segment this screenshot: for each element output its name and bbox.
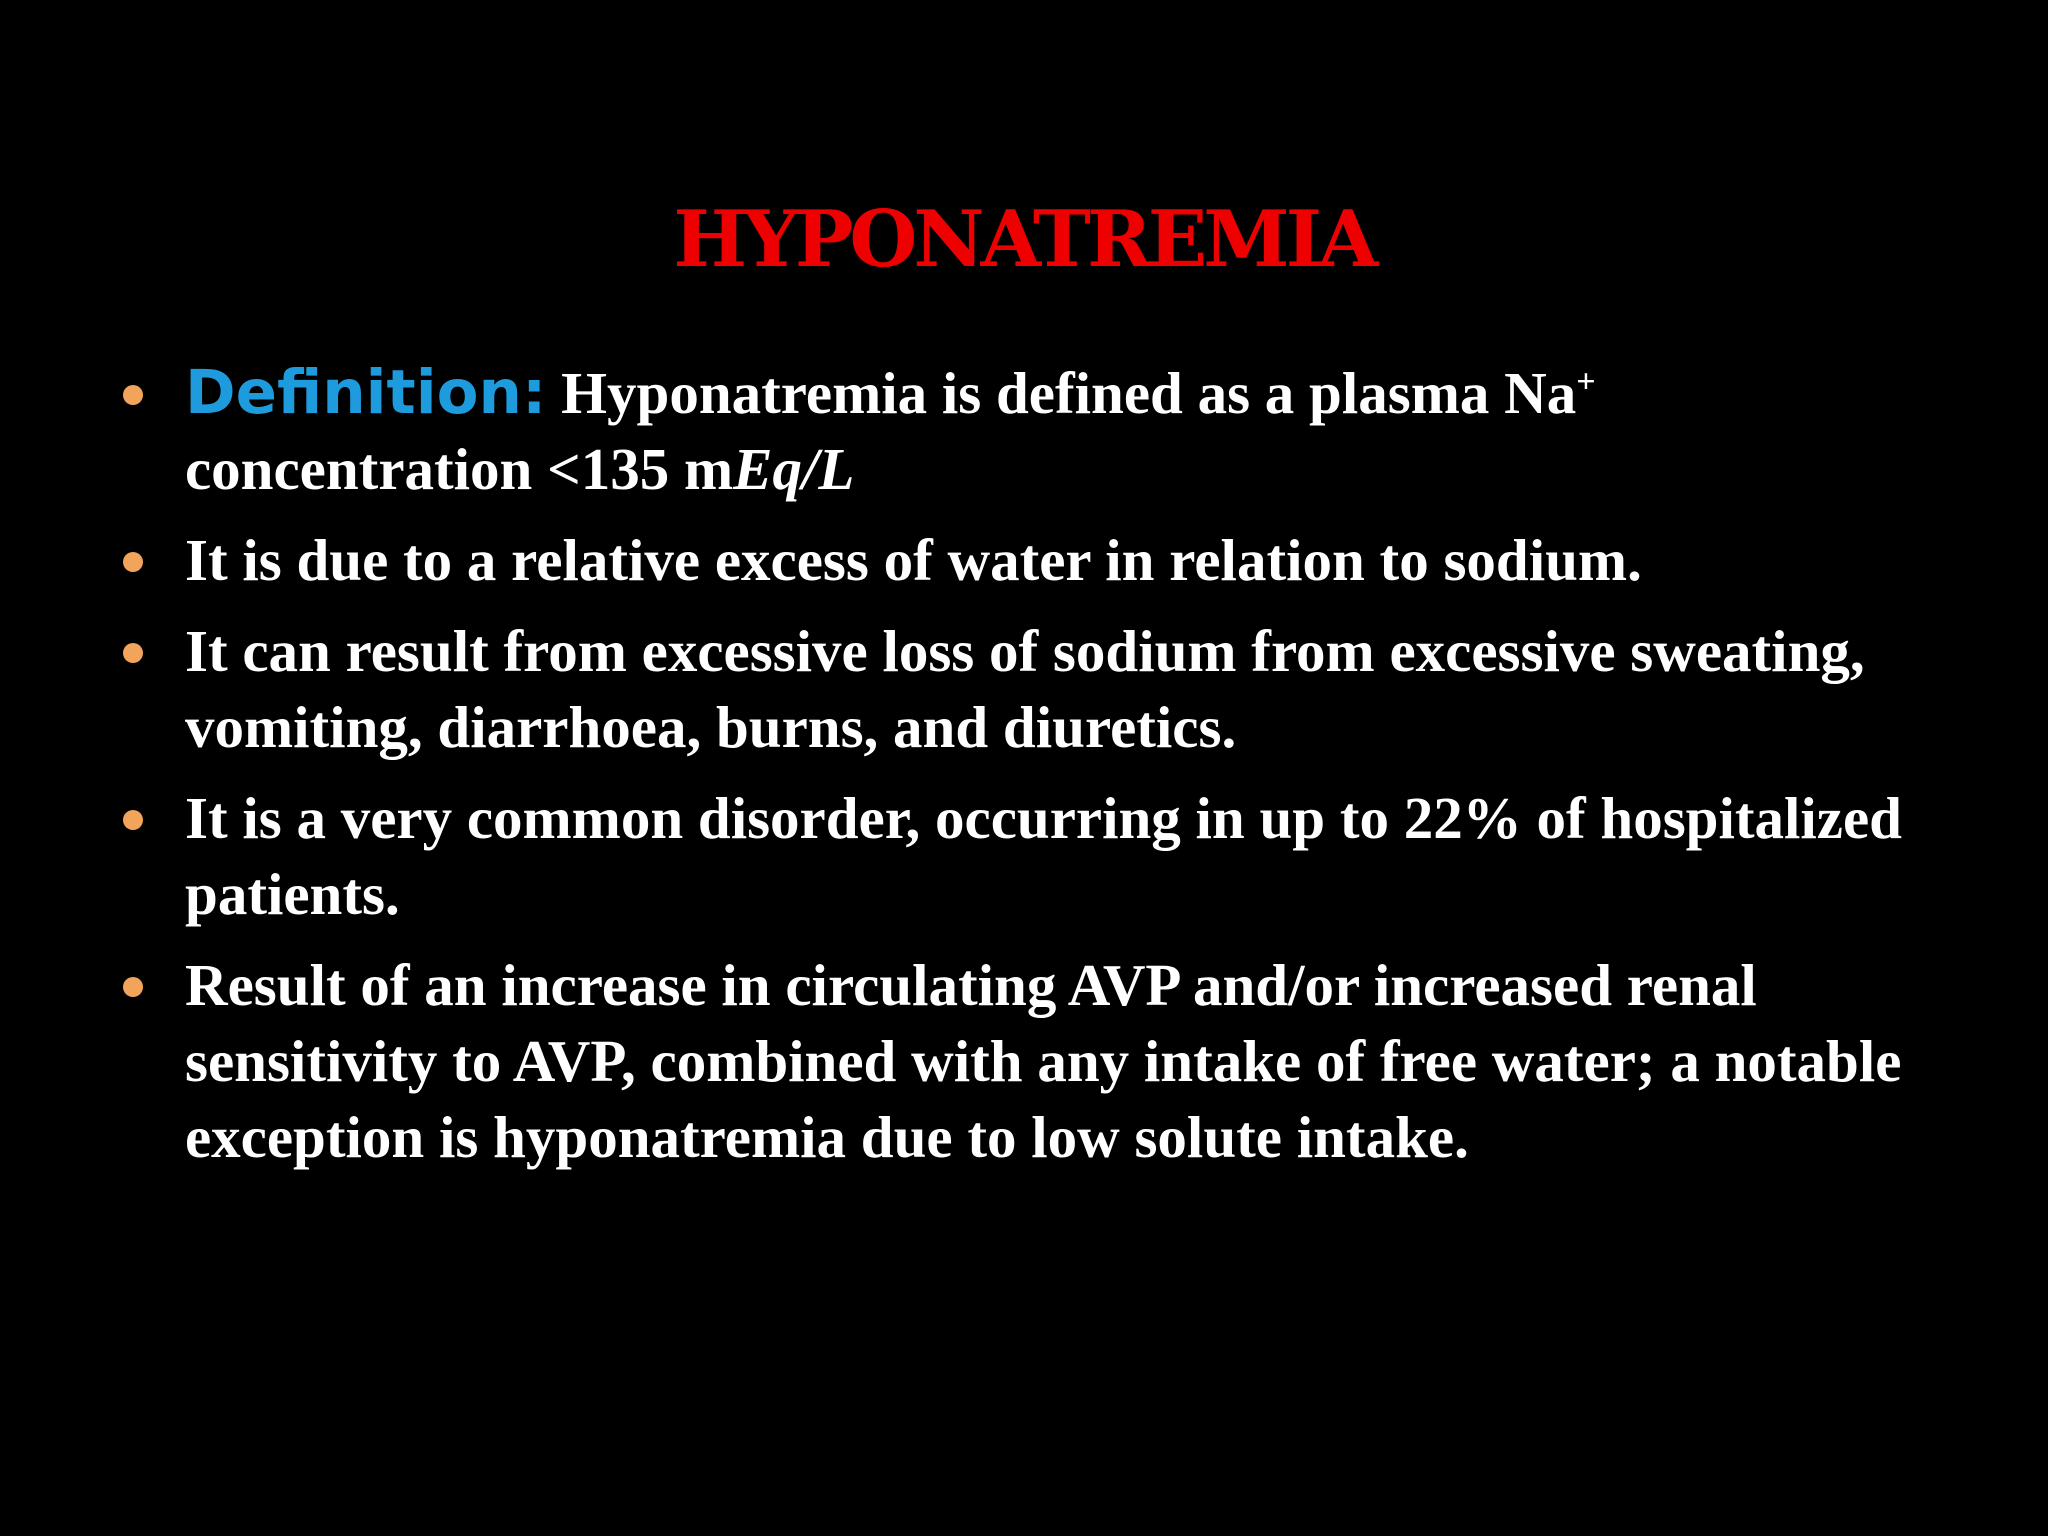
bullet-text: It is due to a relative excess of water in relation to sodium.	[185, 527, 1642, 593]
bullet-item	[185, 947, 2015, 1175]
bullet-list	[185, 355, 2015, 1190]
bullet-text: Result of an increase in circulating AVP and/or increased renal sensitivity to AVP, combined with any intake of free water; a notable exception is hyponatremia due to low solute intake.	[185, 952, 1902, 1170]
definition-text-cont: concentration <135 m	[185, 436, 734, 502]
bullet-dot-icon	[123, 643, 143, 663]
sodium-superscript: +	[1576, 363, 1596, 401]
definition-unit: Eq/L	[733, 436, 855, 502]
bullet-dot-icon	[123, 810, 143, 830]
bullet-dot-icon	[123, 977, 143, 997]
bullet-text: It is a very common disorder, occurring in up to 22% of hospitalized patients.	[185, 785, 1902, 927]
bullet-item-definition	[185, 355, 2015, 507]
definition-text: Hyponatremia is defined as a plasma Na	[561, 360, 1577, 426]
definition-label: Definition:	[185, 357, 547, 428]
bullet-dot-icon	[123, 385, 143, 405]
bullet-item	[185, 613, 2015, 765]
slide-title: HYPONATREMIA	[673, 194, 1375, 285]
bullet-text: It can result from excessive loss of sodium from excessive sweating, vomiting, diarrhoea, burns, and diuretics.	[185, 618, 1865, 760]
bullet-dot-icon	[123, 552, 143, 572]
bullet-item	[185, 522, 2015, 598]
bullet-item	[185, 780, 2015, 932]
